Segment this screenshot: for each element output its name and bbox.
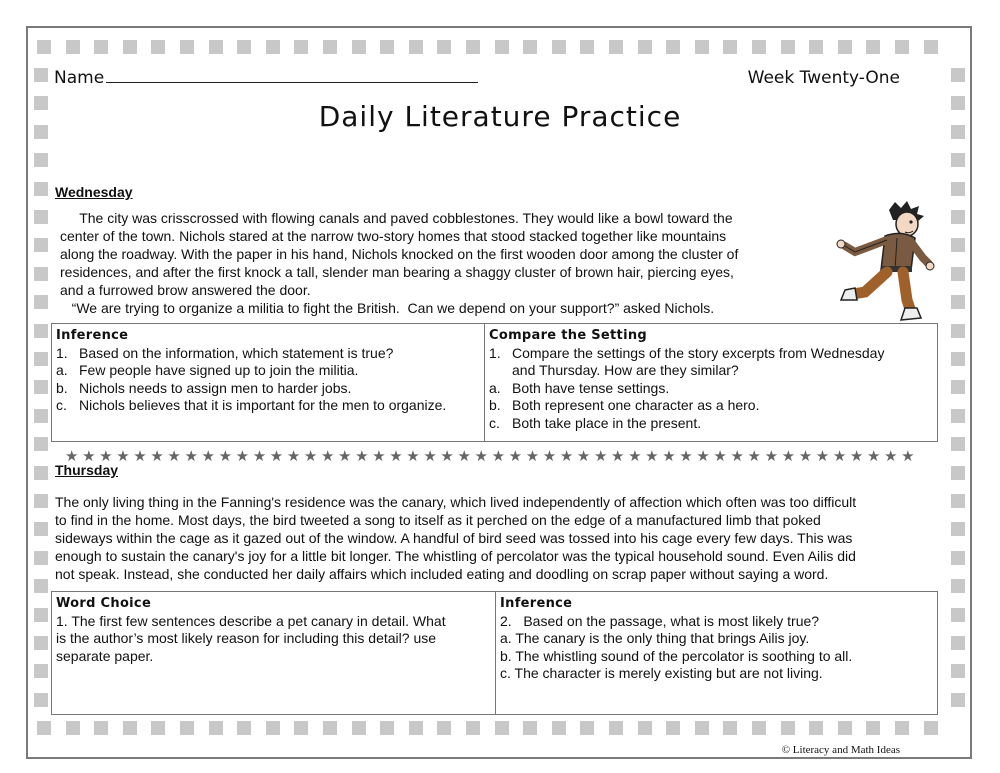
- border-square: [495, 40, 509, 54]
- border-square: [37, 721, 51, 735]
- border-square: [34, 437, 48, 451]
- option-text: Nichols believes that it is important for the men to organize.: [79, 397, 447, 413]
- divider-star-icon: ★: [184, 448, 198, 465]
- divider-star-icon: ★: [303, 448, 318, 465]
- passage-line: enough to sustain the canary's joy for a little bit longer. The whistling of percolator was the typical household sound. Even Ailis did: [55, 548, 856, 564]
- divider-star-icon: ★: [593, 448, 608, 465]
- divider-star-icon: ★: [252, 448, 267, 465]
- divider-star-icon: ★: [815, 448, 830, 465]
- border-square: [352, 721, 366, 735]
- divider-star-icon: ★: [372, 448, 386, 465]
- border-square: [895, 40, 909, 54]
- divider-star-icon: ★: [508, 448, 523, 465]
- border-square: [66, 721, 80, 735]
- border-square: [323, 721, 337, 735]
- border-square: [580, 40, 594, 54]
- border-square: [951, 494, 965, 508]
- border-square: [951, 153, 965, 167]
- border-square: [523, 721, 537, 735]
- border-square: [951, 636, 965, 650]
- option-text: Both represent one character as a hero.: [512, 397, 760, 413]
- question-text-line: is the author’s most likely reason for including this detail? use: [56, 630, 437, 646]
- border-square: [866, 721, 880, 735]
- border-square: [723, 721, 737, 735]
- question-text: Based on the information, which statement is true?: [79, 344, 394, 361]
- option-mark: b.: [489, 397, 501, 413]
- name-blank-line[interactable]: [106, 82, 478, 83]
- border-square: [495, 721, 509, 735]
- border-square: [352, 40, 366, 54]
- divider-star-icon: ★: [576, 448, 591, 465]
- border-square: [951, 68, 965, 82]
- border-square: [409, 721, 423, 735]
- answer-option-b[interactable]: [56, 380, 480, 398]
- border-square: [34, 153, 48, 167]
- divider-star-icon: ★: [406, 448, 420, 465]
- divider-star-icon: ★: [611, 448, 625, 465]
- border-square: [237, 40, 251, 54]
- border-square: [34, 324, 48, 338]
- border-square: [552, 40, 566, 54]
- answer-option-a[interactable]: [489, 380, 933, 398]
- border-square: [838, 40, 852, 54]
- border-square: [951, 182, 965, 196]
- border-square: [951, 664, 965, 678]
- wednesday-questions-box: [51, 323, 938, 442]
- border-square: [34, 522, 48, 536]
- border-square: [437, 721, 451, 735]
- border-square: [924, 40, 938, 54]
- border-square: [752, 40, 766, 54]
- border-square: [34, 68, 48, 82]
- border-square: [294, 40, 308, 54]
- border-square: [895, 721, 909, 735]
- border-square: [34, 636, 48, 650]
- divider-star-icon: ★: [201, 448, 215, 465]
- divider-star-icon: ★: [116, 448, 130, 465]
- border-square: [666, 40, 680, 54]
- border-square: [34, 267, 48, 281]
- border-square: [951, 324, 965, 338]
- border-square: [34, 210, 48, 224]
- option-mark: c.: [56, 397, 67, 413]
- divider-star-icon: ★: [338, 448, 352, 465]
- inference-heading: Inference: [56, 328, 129, 343]
- divider-star-icon: ★: [355, 448, 369, 465]
- border-square: [34, 182, 48, 196]
- divider-star-icon: ★: [798, 448, 813, 465]
- question-number: 1.: [56, 344, 68, 361]
- border-square: [951, 579, 965, 593]
- answer-option-c[interactable]: [56, 397, 480, 415]
- border-square: [151, 40, 165, 54]
- divider-star-icon: ★: [866, 448, 881, 465]
- border-square: [34, 494, 48, 508]
- border-square: [34, 664, 48, 678]
- divider-star-icon: ★: [491, 448, 506, 465]
- passage-line: “We are trying to organize a militia to fight the British. Can we depend on your support?” asked Nichols.: [60, 300, 715, 316]
- divider-star-icon: ★: [628, 448, 642, 465]
- question-text-line: 1. The first few sentences describe a pet canary in detail. What: [56, 612, 446, 629]
- border-square: [37, 40, 51, 54]
- border-square: [580, 721, 594, 735]
- option-text: Few people have signed up to join the militia.: [79, 362, 359, 378]
- thursday-heading: Thursday: [55, 462, 119, 478]
- border-square: [34, 608, 48, 622]
- divider-star-icon: ★: [849, 448, 864, 465]
- divider-star-icon: ★: [696, 448, 710, 465]
- divider-star-icon: ★: [645, 448, 659, 465]
- border-square: [466, 40, 480, 54]
- border-square: [638, 40, 652, 54]
- answer-option-b[interactable]: [489, 397, 933, 415]
- passage-line: not speak. Instead, she conducted her daily affairs which included eating and doodling on scrap paper without saying a word.: [55, 566, 829, 582]
- divider-star-icon: ★: [730, 448, 744, 465]
- option-text: Both have tense settings.: [512, 379, 670, 396]
- border-square: [409, 40, 423, 54]
- border-square: [752, 721, 766, 735]
- border-square: [951, 466, 965, 480]
- border-square: [294, 721, 308, 735]
- border-square: [951, 522, 965, 536]
- divider-star-icon: ★: [781, 448, 796, 465]
- compare-setting-question: [484, 324, 937, 441]
- border-square: [34, 579, 48, 593]
- border-square: [695, 721, 709, 735]
- copyright-footer: © Literacy and Math Ideas: [781, 744, 900, 756]
- border-square: [951, 693, 965, 707]
- border-square: [66, 40, 80, 54]
- border-square: [94, 40, 108, 54]
- border-square: [951, 210, 965, 224]
- divider-star-icon: ★: [269, 448, 284, 465]
- border-square: [266, 721, 280, 735]
- divider-star-icon: ★: [457, 448, 471, 465]
- border-square: [209, 721, 223, 735]
- boy-walking-illustration: [825, 200, 935, 325]
- border-square: [609, 40, 623, 54]
- divider-star-icon: ★: [559, 448, 574, 465]
- star-divider: [65, 447, 915, 465]
- border-square: [809, 40, 823, 54]
- border-square: [34, 466, 48, 480]
- passage-line: to find in the home. Most days, the bird tweeted a song to itself as it perched on the edge of a manufactured limb that poked: [55, 512, 821, 528]
- border-square: [123, 721, 137, 735]
- week-label: Week Twenty-One: [747, 68, 900, 88]
- border-square: [951, 608, 965, 622]
- border-square: [34, 551, 48, 565]
- border-square: [237, 721, 251, 735]
- answer-option-a[interactable]: [56, 362, 480, 380]
- divider-star-icon: ★: [167, 448, 181, 465]
- border-square: [951, 551, 965, 565]
- passage-line: residences, and after the first knock a tall, slender man bearing a shaggy cluster of brown hair, piercing eyes,: [60, 264, 734, 280]
- border-square: [951, 380, 965, 394]
- divider-star-icon: ★: [150, 448, 164, 465]
- passage-line: sideways within the cage as it gazed out of the window. A handful of bird seed was tossed into his cage every few days. This was: [55, 530, 853, 546]
- border-square: [951, 238, 965, 252]
- divider-star-icon: ★: [713, 448, 727, 465]
- wednesday-passage: [60, 209, 738, 317]
- border-square: [180, 721, 194, 735]
- answer-option-b[interactable]: b. The whistling sound of the percolator is soothing to all.: [500, 647, 853, 664]
- border-square: [34, 295, 48, 309]
- border-square: [180, 40, 194, 54]
- inference-heading: Inference: [500, 596, 573, 611]
- option-mark: a.: [489, 379, 501, 396]
- divider-star-icon: ★: [99, 448, 113, 465]
- divider-star-icon: ★: [82, 448, 96, 465]
- border-square: [552, 721, 566, 735]
- border-square: [723, 40, 737, 54]
- border-square: [323, 40, 337, 54]
- divider-star-icon: ★: [133, 448, 147, 465]
- inference-question-2: [495, 592, 937, 714]
- border-square: [609, 721, 623, 735]
- wednesday-heading: Wednesday: [55, 184, 133, 200]
- border-square: [34, 380, 48, 394]
- question-text-line: and Thursday. How are they similar?: [512, 362, 739, 378]
- border-square: [34, 693, 48, 707]
- passage-line: along the roadway. With the paper in his hand, Nichols knocked on the first wooden door among the cluster of: [60, 246, 739, 262]
- border-square: [209, 40, 223, 54]
- divider-star-icon: ★: [235, 448, 250, 465]
- option-mark: b.: [56, 379, 68, 396]
- border-square: [951, 437, 965, 451]
- border-square: [466, 721, 480, 735]
- divider-star-icon: ★: [747, 448, 761, 465]
- divider-star-icon: ★: [389, 448, 403, 465]
- divider-star-icon: ★: [474, 448, 488, 465]
- border-square: [380, 721, 394, 735]
- border-square: [34, 238, 48, 252]
- border-square: [437, 40, 451, 54]
- thursday-passage: [55, 493, 856, 583]
- border-square: [123, 40, 137, 54]
- option-text: Nichols needs to assign men to harder jobs.: [79, 379, 352, 396]
- passage-line: and a furrowed brow answered the door.: [60, 282, 311, 298]
- border-square: [523, 40, 537, 54]
- compare-heading: Compare the Setting: [489, 328, 647, 343]
- border-square: [695, 40, 709, 54]
- border-square: [781, 721, 795, 735]
- option-mark: c.: [489, 414, 500, 431]
- border-square: [151, 721, 165, 735]
- divider-star-icon: ★: [542, 448, 557, 465]
- inference-question-1: [52, 324, 484, 441]
- question-text: 2. Based on the passage, what is most likely true?: [500, 612, 820, 629]
- divider-star-icon: ★: [901, 448, 915, 465]
- passage-line: center of the town. Nichols stared at the narrow two-story homes that stood stacked together like mountains: [60, 228, 727, 244]
- answer-option-c[interactable]: [489, 415, 933, 433]
- divider-star-icon: ★: [440, 448, 454, 465]
- thursday-questions-box: [51, 591, 938, 715]
- passage-line: The only living thing in the Fanning's residence was the canary, which lived independently of affection which often was too difficult: [55, 494, 857, 510]
- border-square: [34, 409, 48, 423]
- divider-star-icon: ★: [525, 448, 540, 465]
- border-square: [866, 40, 880, 54]
- border-square: [951, 267, 965, 281]
- option-mark: a.: [56, 362, 68, 378]
- divider-star-icon: ★: [662, 448, 676, 465]
- border-square: [666, 721, 680, 735]
- border-square: [951, 352, 965, 366]
- border-square: [951, 409, 965, 423]
- border-square: [94, 721, 108, 735]
- border-square: [924, 721, 938, 735]
- divider-star-icon: ★: [218, 448, 233, 465]
- border-square: [34, 352, 48, 366]
- divider-star-icon: ★: [679, 448, 693, 465]
- passage-line: The city was crisscrossed with flowing canals and paved cobblestones. They would like a bowl toward the: [60, 210, 733, 226]
- word-choice-question: [52, 592, 495, 714]
- answer-option-a[interactable]: a. The canary is the only thing that brings Ailis joy.: [500, 630, 810, 646]
- border-square: [951, 295, 965, 309]
- border-square: [781, 40, 795, 54]
- border-square: [380, 40, 394, 54]
- border-square: [638, 721, 652, 735]
- divider-star-icon: ★: [286, 448, 301, 465]
- option-text: Both take place in the present.: [512, 414, 702, 431]
- name-label: Name: [54, 68, 105, 88]
- question-text-line: Compare the settings of the story excerpts from Wednesday: [512, 344, 885, 361]
- name-field[interactable]: [54, 68, 478, 88]
- border-square: [809, 721, 823, 735]
- word-choice-heading: Word Choice: [56, 596, 152, 611]
- question-text-line: separate paper.: [56, 647, 154, 664]
- border-square: [266, 40, 280, 54]
- divider-star-icon: ★: [65, 448, 79, 465]
- question-number: 1.: [489, 344, 501, 361]
- divider-star-icon: ★: [320, 448, 335, 465]
- answer-option-c[interactable]: c. The character is merely existing but are not living.: [500, 665, 823, 681]
- border-square: [838, 721, 852, 735]
- page-title: Daily Literature Practice: [318, 100, 682, 133]
- divider-star-icon: ★: [884, 448, 898, 465]
- divider-star-icon: ★: [832, 448, 847, 465]
- divider-star-icon: ★: [423, 448, 437, 465]
- divider-star-icon: ★: [764, 448, 779, 465]
